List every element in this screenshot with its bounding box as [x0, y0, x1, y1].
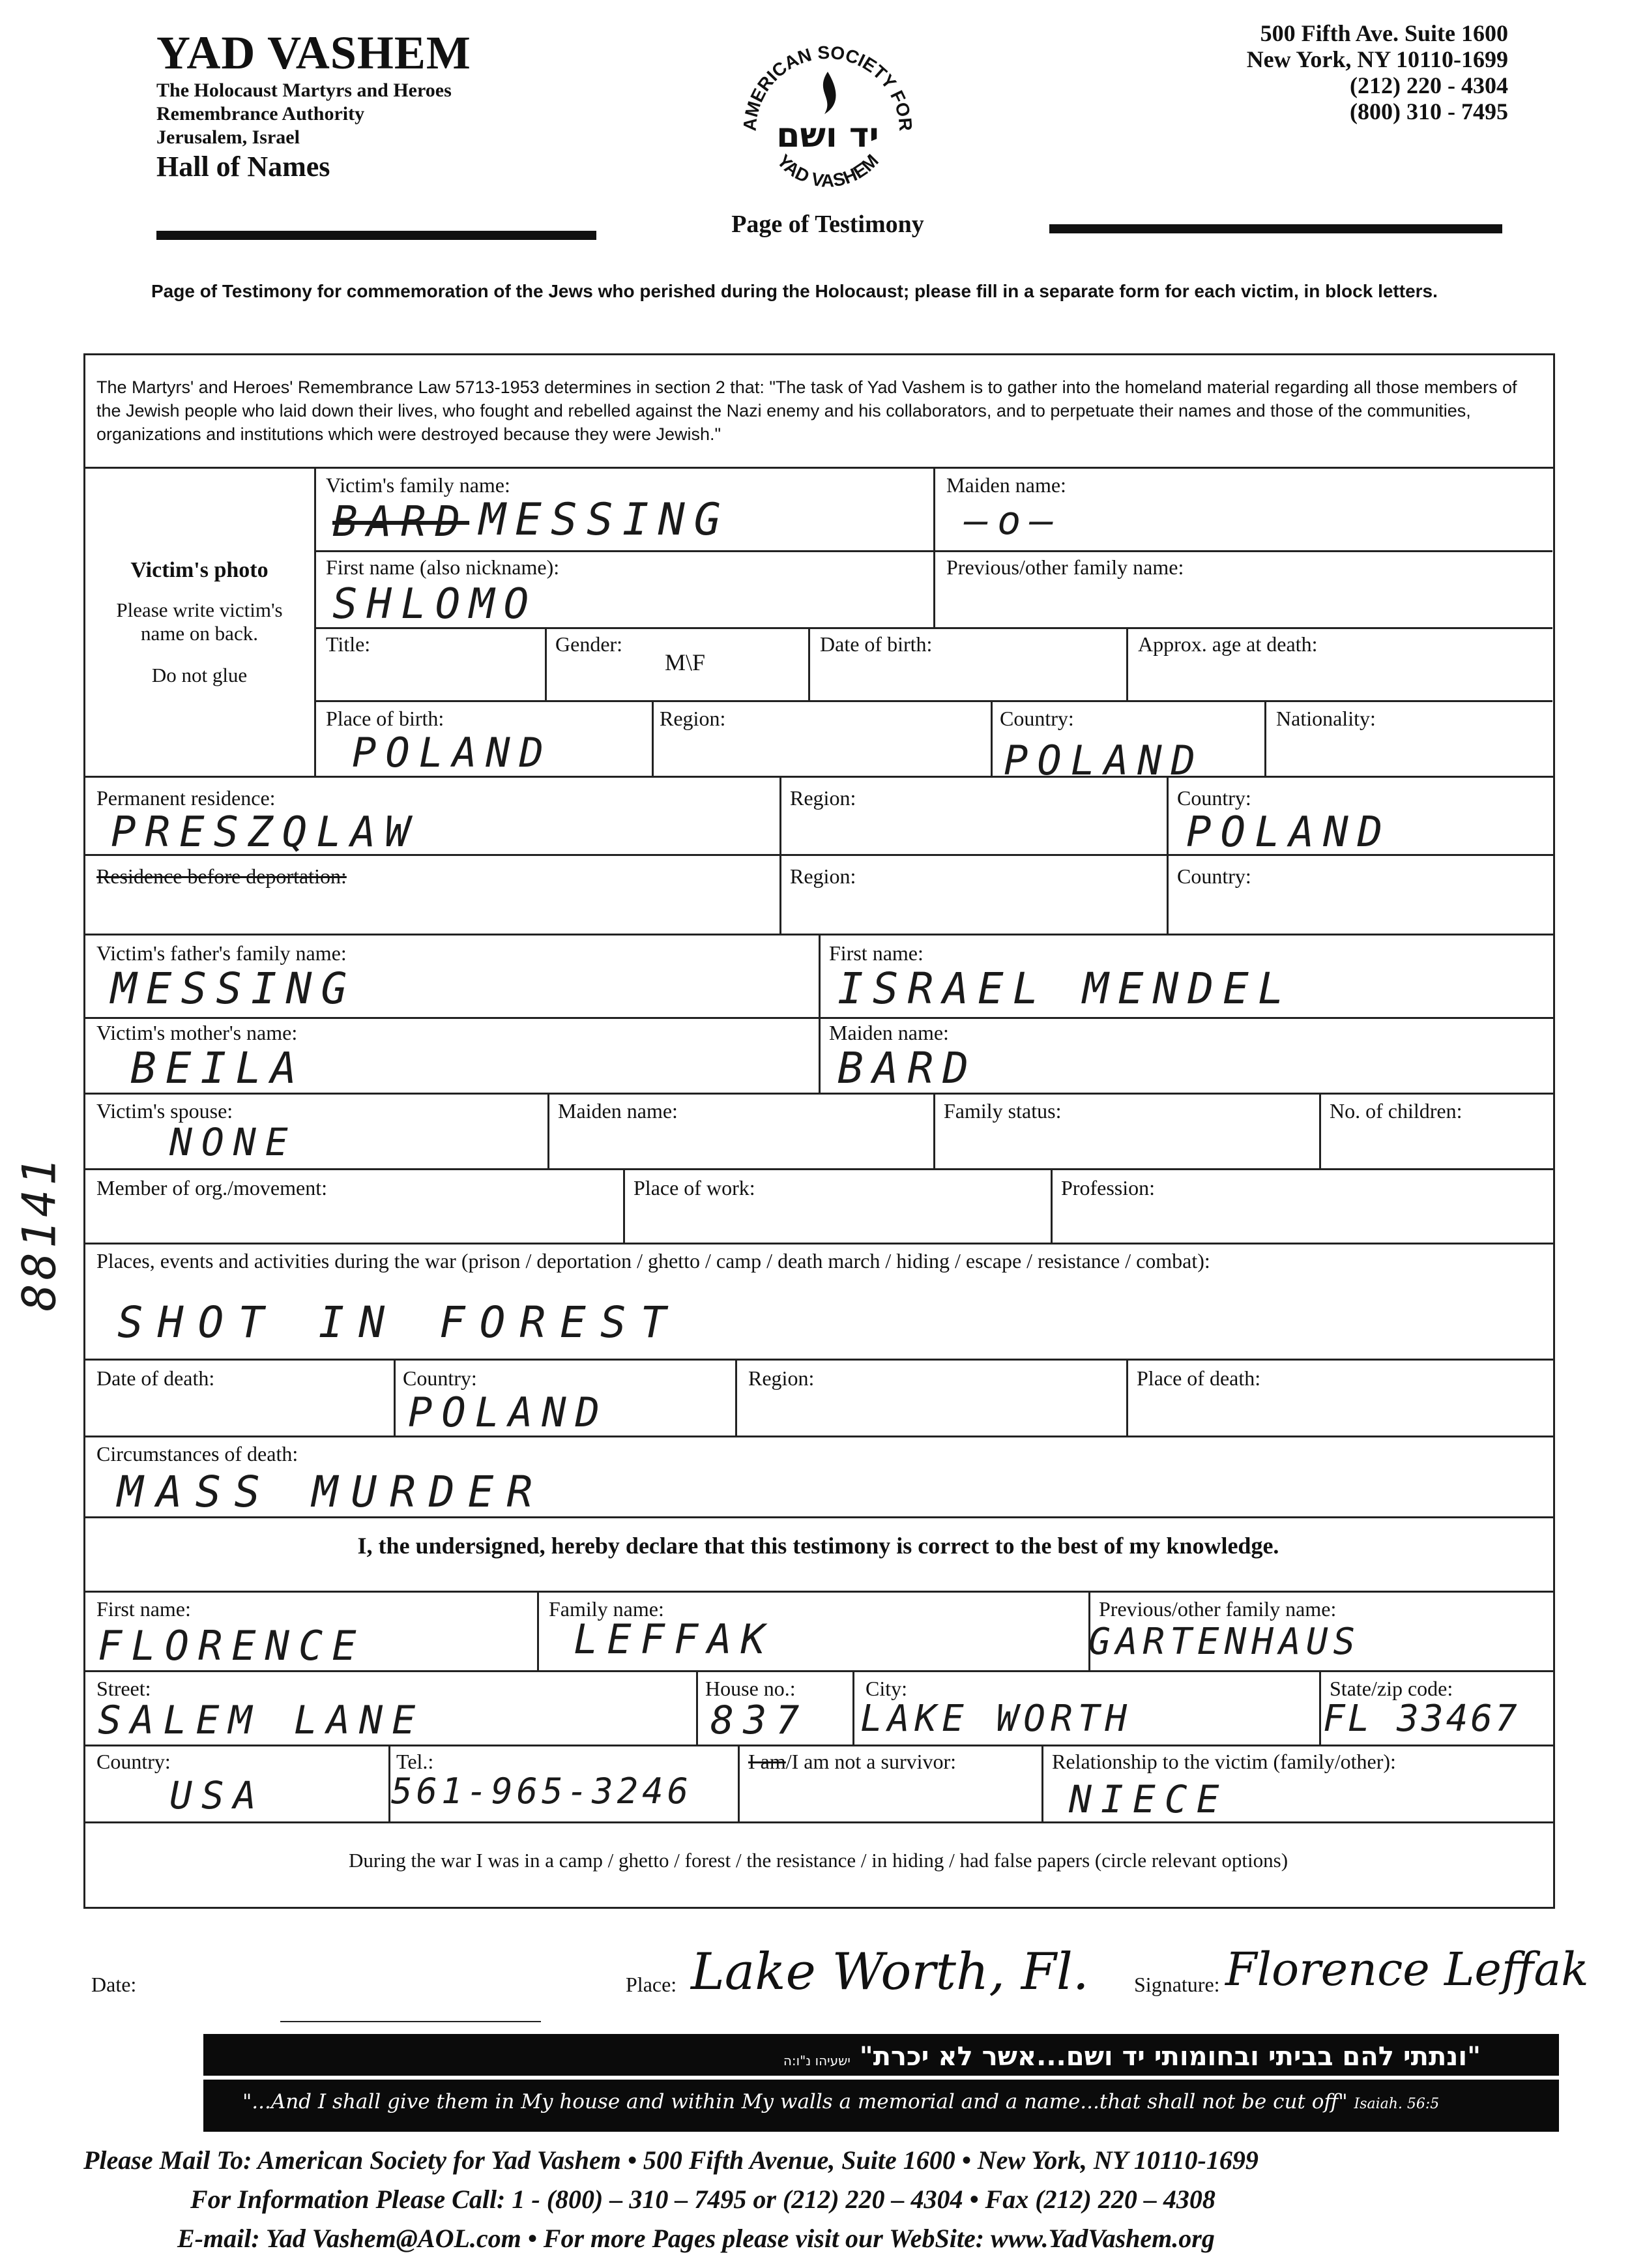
- divider: [83, 776, 1553, 778]
- law-text: The Martyrs' and Heroes' Remembrance Law 5713-1953 determines in section 2 that: "The task of Yad Vashem is to gather into the homeland material regarding all those members of the Jewish people who laid down their lives, who fought and rebelled against the Nazi enemy and his collaborators, and to perpetuate their names and those of the communities, organizations and institutions which were destroyed because they were Jewish.": [96, 377, 1517, 444]
- pob-value[interactable]: POLAND: [352, 729, 553, 776]
- divider: [314, 700, 1552, 702]
- phone-2: (800) 310 - 7495: [1350, 98, 1508, 125]
- divider: [738, 1745, 740, 1821]
- header-rule-right: [1049, 224, 1502, 233]
- divider: [83, 1436, 1553, 1437]
- places-label: Places, events and activities during the war (prison / deportation / ghetto / camp / death march / hiding / escape / resistance / combat):: [96, 1249, 1210, 1273]
- dod-label: Date of death:: [96, 1366, 215, 1390]
- divider: [933, 550, 935, 627]
- date-line: [280, 2021, 541, 2022]
- relationship-value[interactable]: NIECE: [1069, 1777, 1229, 1821]
- father-family-label: Victim's father's family name:: [96, 941, 347, 965]
- divider: [83, 1168, 1553, 1170]
- org-line-4: Hall of Names: [156, 151, 330, 183]
- circumstances-label: Circumstances of death:: [96, 1442, 298, 1465]
- divider: [652, 700, 654, 776]
- header-rule-left: [156, 231, 596, 240]
- divider: [1126, 1359, 1128, 1436]
- divider: [933, 1093, 935, 1168]
- seal-center-text: יד ושם: [776, 116, 879, 155]
- divider: [735, 1359, 737, 1436]
- res-before-region-label: Region:: [790, 864, 856, 888]
- pob-label: Place of birth:: [326, 707, 444, 730]
- divider: [83, 1591, 1553, 1593]
- side-number: 88141: [12, 1154, 66, 1312]
- divider: [537, 1591, 539, 1670]
- place-value[interactable]: Lake Worth, Fl.: [691, 1943, 1089, 2001]
- perm-res-value[interactable]: PRESZQLAW: [111, 808, 419, 857]
- circumstances-value[interactable]: MASS MURDER: [117, 1467, 546, 1517]
- photo-title: Victim's photo: [130, 558, 269, 582]
- divider: [547, 1093, 549, 1168]
- footer-mail: Please Mail To: American Society for Yad Vashem • 500 Fifth Avenue, Suite 1600 • New York, NY 10110-1699: [83, 2145, 1259, 2175]
- member-label: Member of org./movement:: [96, 1176, 327, 1200]
- street-label: Street:: [96, 1677, 151, 1700]
- banner-english: [242, 2090, 1439, 2113]
- relationship-label: Relationship to the victim (family/other):: [1052, 1750, 1396, 1773]
- divider: [83, 854, 1553, 856]
- death-region-label: Region:: [748, 1366, 815, 1390]
- banner-white-strip: [203, 2076, 1559, 2080]
- house-value[interactable]: 837: [710, 1698, 809, 1743]
- seal-text-bottom: YAD VASHEM: [773, 150, 882, 191]
- divider: [808, 627, 810, 700]
- footer-info: For Information Please Call: 1 - (800) – 310 – 7495 or (212) 220 – 4304 • Fax (212) 220 – 4308: [190, 2185, 1216, 2214]
- age-label: Approx. age at death:: [1138, 632, 1318, 656]
- divider: [819, 934, 821, 1093]
- banner-hebrew-ref: ישעיהו נ"ו:ה: [783, 2053, 851, 2069]
- perm-region-label: Region:: [790, 786, 856, 810]
- sub-prev-label: Previous/other family name:: [1099, 1597, 1337, 1621]
- place-death-label: Place of death:: [1137, 1366, 1261, 1390]
- divider: [83, 1821, 1553, 1823]
- first-name-value[interactable]: SHLOMO: [332, 580, 538, 628]
- state-label: State/zip code:: [1330, 1677, 1453, 1700]
- sub-prev-value[interactable]: GARTENHAUS: [1088, 1621, 1361, 1663]
- banner-ref: Isaiah. 56:5: [1354, 2096, 1440, 2112]
- divider: [1264, 700, 1266, 776]
- divider: [83, 1745, 1553, 1746]
- spouse-label: Victim's spouse:: [96, 1099, 233, 1123]
- photo-line-1: Please write victim's: [116, 598, 283, 621]
- places-value[interactable]: SHOT IN FOREST: [117, 1297, 681, 1348]
- divider: [314, 468, 316, 776]
- house-label: House no.:: [705, 1677, 796, 1700]
- divider: [83, 1359, 1553, 1361]
- dob-label: Date of birth:: [820, 632, 933, 656]
- org-line-2: Remembrance Authority: [156, 103, 365, 125]
- sub-country-label: Country:: [96, 1750, 171, 1773]
- org-line-3: Jerusalem, Israel: [156, 126, 300, 148]
- sub-country-value[interactable]: USA: [169, 1773, 265, 1818]
- family-name-label: Victim's family name:: [326, 473, 510, 497]
- divider: [545, 627, 547, 700]
- org-line-1: The Holocaust Martyrs and Heroes: [156, 80, 452, 101]
- banner-english-text: "...And I shall give them in My house and within My walls a memorial and a name...that shall not be cut off": [242, 2090, 1348, 2113]
- perm-country-label: Country:: [1177, 786, 1251, 810]
- divider: [83, 1516, 1553, 1518]
- family-name-struck: [332, 498, 469, 546]
- city-value[interactable]: LAKE WORTH: [860, 1698, 1133, 1740]
- prev-family-label: Previous/other family name:: [946, 555, 1184, 579]
- survivor-struck: I am: [748, 1750, 786, 1773]
- divider: [852, 1670, 854, 1745]
- father-first-value[interactable]: ISRAEL MENDEL: [837, 964, 1293, 1014]
- first-name-label: First name (also nickname):: [326, 555, 560, 579]
- maiden-name-label: Maiden name:: [946, 473, 1066, 497]
- sub-first-label: First name:: [96, 1597, 191, 1621]
- death-country-label: Country:: [403, 1366, 477, 1390]
- photo-line-3: Do not glue: [151, 664, 248, 686]
- divider: [314, 627, 1552, 629]
- footer-email: E-mail: Yad Vashem@AOL.com • For more Pages please visit our WebSite: www.YadVashem.org: [177, 2224, 1215, 2253]
- seal-logo: [730, 26, 925, 209]
- divider: [1319, 1670, 1321, 1745]
- family-name-struck-text: BARD: [332, 498, 470, 546]
- city-label: City:: [866, 1677, 908, 1700]
- tel-value[interactable]: 561-965-3246: [391, 1771, 693, 1812]
- org-title: YAD VASHEM: [156, 27, 471, 79]
- divider: [1319, 1093, 1321, 1168]
- divider: [1051, 1168, 1053, 1243]
- divider: [83, 1017, 1553, 1019]
- divider: [933, 468, 935, 550]
- banner-hebrew: [783, 2042, 1481, 2072]
- divider: [696, 1670, 698, 1745]
- divider: [83, 1093, 1553, 1095]
- divider: [394, 1359, 396, 1436]
- address-line-2: New York, NY 10110-1699: [1246, 46, 1508, 72]
- res-before-label: Residence before deportation:: [96, 864, 347, 888]
- divider: [991, 700, 993, 776]
- family-status-label: Family status:: [944, 1099, 1062, 1123]
- mother-value[interactable]: BEILA: [130, 1043, 306, 1093]
- photo-line-2: name on back.: [141, 622, 258, 645]
- family-name-value[interactable]: MESSING: [479, 494, 730, 546]
- work-label: Place of work:: [633, 1176, 755, 1200]
- form-title: Page of Testimony: [731, 211, 924, 238]
- intro-text: Page of Testimony for commemoration of the Jews who perished during the Holocaust; please fill in a separate form for each victim, in block letters.: [151, 281, 1438, 301]
- divider: [1041, 1745, 1043, 1821]
- pob-region-label: Region:: [660, 707, 726, 730]
- mother-maiden-value[interactable]: BARD: [837, 1043, 978, 1093]
- seal-icon: [730, 26, 925, 209]
- place-label: Place:: [626, 1973, 677, 1996]
- sub-family-label: Family name:: [549, 1597, 664, 1621]
- maiden-name-value[interactable]: —o—: [965, 498, 1063, 544]
- signature-label: Signature:: [1134, 1973, 1220, 1996]
- nationality-label: Nationality:: [1276, 707, 1376, 730]
- signature-value[interactable]: Florence Leffak: [1225, 1943, 1589, 1996]
- profession-label: Profession:: [1061, 1176, 1155, 1200]
- spouse-value[interactable]: NONE: [169, 1120, 297, 1164]
- street-value[interactable]: SALEM LANE: [98, 1698, 425, 1743]
- date-label: Date:: [91, 1973, 137, 1996]
- war-note: During the war I was in a camp / ghetto / forest / the resistance / in hiding / had false papers (circle relevant options): [348, 1849, 1288, 1872]
- seal-text-top: AMERICAN SOCIETY FOR: [739, 42, 916, 132]
- declaration: I, the undersigned, hereby declare that this testimony is correct to the best of my knowledge.: [357, 1533, 1279, 1559]
- perm-country-value[interactable]: POLAND: [1186, 808, 1392, 857]
- divider: [83, 1670, 1553, 1672]
- sub-first-value[interactable]: FLORENCE: [98, 1622, 366, 1670]
- quote-banner: [203, 2034, 1559, 2132]
- perm-res-label: Permanent residence:: [96, 786, 276, 810]
- state-value[interactable]: FL 33467: [1323, 1698, 1520, 1740]
- gender-label: Gender:: [555, 632, 623, 656]
- pob-country-value[interactable]: POLAND: [1004, 737, 1204, 784]
- gender-value[interactable]: M\F: [665, 649, 706, 675]
- svg-text:YAD VASHEM: [773, 151, 882, 191]
- spouse-maiden-label: Maiden name:: [558, 1099, 678, 1123]
- father-family-value[interactable]: MESSING: [111, 964, 357, 1014]
- children-label: No. of children:: [1330, 1099, 1463, 1123]
- father-first-label: First name:: [829, 941, 924, 965]
- res-before-country-label: Country:: [1177, 864, 1251, 888]
- banner-hebrew-text: "ונתתי להם בביתי ובחומותי יד ושם...אשר לא יכרת": [859, 2042, 1481, 2072]
- divider: [1126, 627, 1128, 700]
- pob-country-label: Country:: [1000, 707, 1074, 730]
- phone-1: (212) 220 - 4304: [1350, 72, 1508, 98]
- title-label: Title:: [326, 632, 371, 656]
- death-country-value[interactable]: POLAND: [408, 1389, 609, 1436]
- mother-label: Victim's mother's name:: [96, 1021, 298, 1044]
- survivor-text: /I am not a survivor:: [785, 1750, 957, 1773]
- survivor-label: [748, 1750, 956, 1774]
- tel-label: Tel.:: [396, 1750, 434, 1773]
- sub-family-value[interactable]: LEFFAK: [574, 1615, 774, 1663]
- mother-maiden-label: Maiden name:: [829, 1021, 949, 1044]
- divider: [83, 1243, 1553, 1244]
- address-line-1: 500 Fifth Ave. Suite 1600: [1260, 20, 1508, 46]
- photo-area: [85, 468, 314, 774]
- flame-icon: [823, 72, 836, 114]
- divider: [388, 1745, 390, 1821]
- divider: [623, 1168, 625, 1243]
